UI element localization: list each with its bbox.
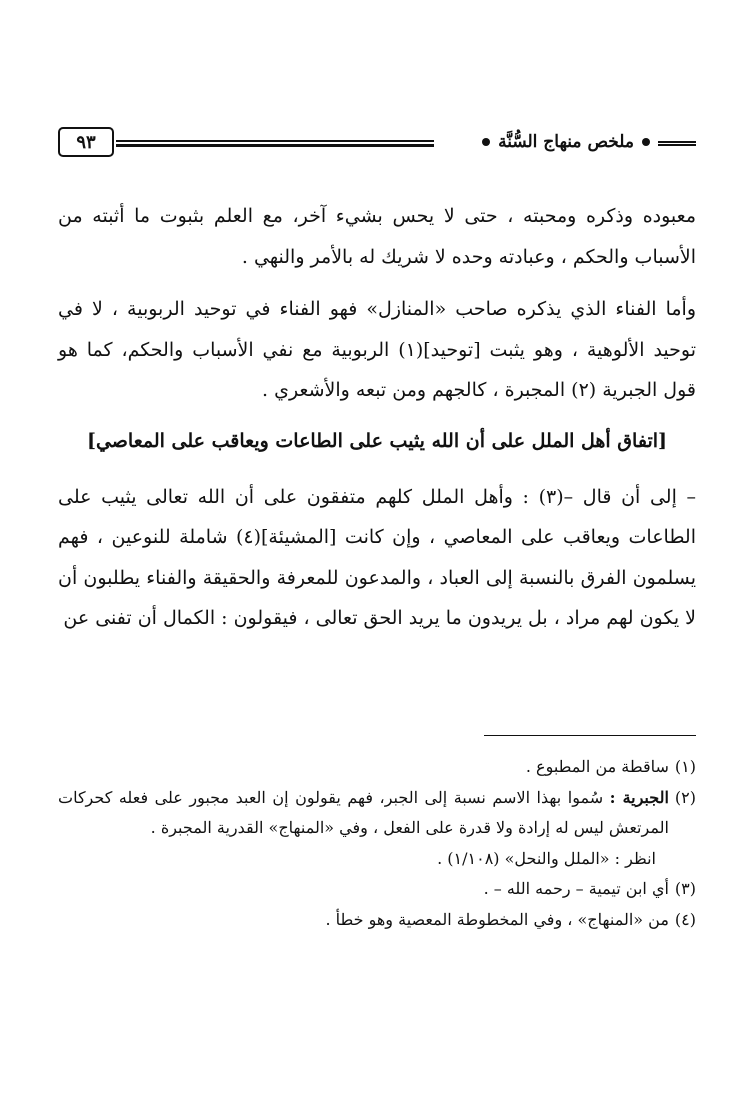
footnote-term: الجبرية :	[609, 787, 669, 807]
footnote-number: (٤)	[674, 909, 696, 929]
footnote-number: (١)	[674, 757, 696, 776]
book-title: ملخص منهاج السُّنَّة	[498, 132, 634, 152]
running-header	[58, 124, 696, 164]
header-short-rule	[658, 141, 696, 146]
main-text	[58, 196, 696, 639]
footnote-text: ساقطة من المطبوع .	[525, 757, 669, 776]
footnote-number: (٣)	[674, 879, 696, 898]
footnote-4	[58, 905, 696, 936]
header-title-group	[482, 128, 650, 156]
page-number: ٩٣	[76, 131, 96, 153]
footnotes	[58, 752, 696, 935]
paragraph-3: – إلى أن قال –(٣) : وأهل الملل كلهم متفقون على أن الله تعالى يثيب على الطاعات ويعاقب على المعاصي ، وإن كانت [المشيئة](٤) شاملة للنوعين ، فهم يسلمون الفرق بالنسبة إلى العباد ، والمدعون للمعرفة والحقيقة والفناء يطلبون أن لا يكون لهم مراد ، بل يريدون ما يريد الحق تعالى ، فيقولون : الكمال أن تفنى عن	[58, 485, 696, 629]
footnote-2-reference: انظر : «الملل والنحل» (١/١٠٨) .	[437, 848, 656, 868]
footnote-2	[58, 783, 696, 844]
page-number-box	[58, 127, 114, 157]
header-long-rule	[116, 140, 434, 147]
footnote-separator	[484, 735, 696, 736]
footnote-3	[58, 874, 696, 905]
footnote-number: (٢)	[674, 787, 696, 807]
paragraph-1: معبوده وذكره ومحبته ، حتى لا يحس بشيء آخر، مع العلم بثبوت ما أثبته من الأسباب والحكم ، وعبادته وحده لا شريك له بالأمر والنهي .	[58, 205, 696, 268]
bullet-icon	[642, 138, 650, 146]
footnote-body	[58, 783, 669, 844]
bullet-icon	[482, 138, 490, 146]
paragraph-2: وأما الفناء الذي يذكره صاحب «المنازل» فهو الفناء في توحيد الربوبية ، لا في توحيد الألوهية ، وهو يثبت [توحيد](١) الربوبية مع نفي الأسباب والحكم، كما هو قول الجبرية (٢) المجبرة ، كالجهم ومن تبعه والأشعري .	[58, 298, 697, 401]
footnote-text: من «المنهاج» ، وفي المخطوطة المعصية وهو خطأ .	[325, 909, 669, 929]
footnote-1	[58, 752, 696, 783]
section-heading: [اتفاق أهل الملل على أن الله يثيب على الطاعات ويعاقب على المعاصي]	[86, 429, 668, 452]
footnote-text: سُموا بهذا الاسم نسبة إلى الجبر، فهم يقولون إن العبد مجبور على فعله كحركات المرتعش ليس له إرادة ولا قدرة على الفعل ، وفي «المنهاج» القدرية المجبرة .	[58, 787, 669, 837]
footnote-text: أي ابن تيمية – رحمه الله – .	[483, 879, 669, 898]
